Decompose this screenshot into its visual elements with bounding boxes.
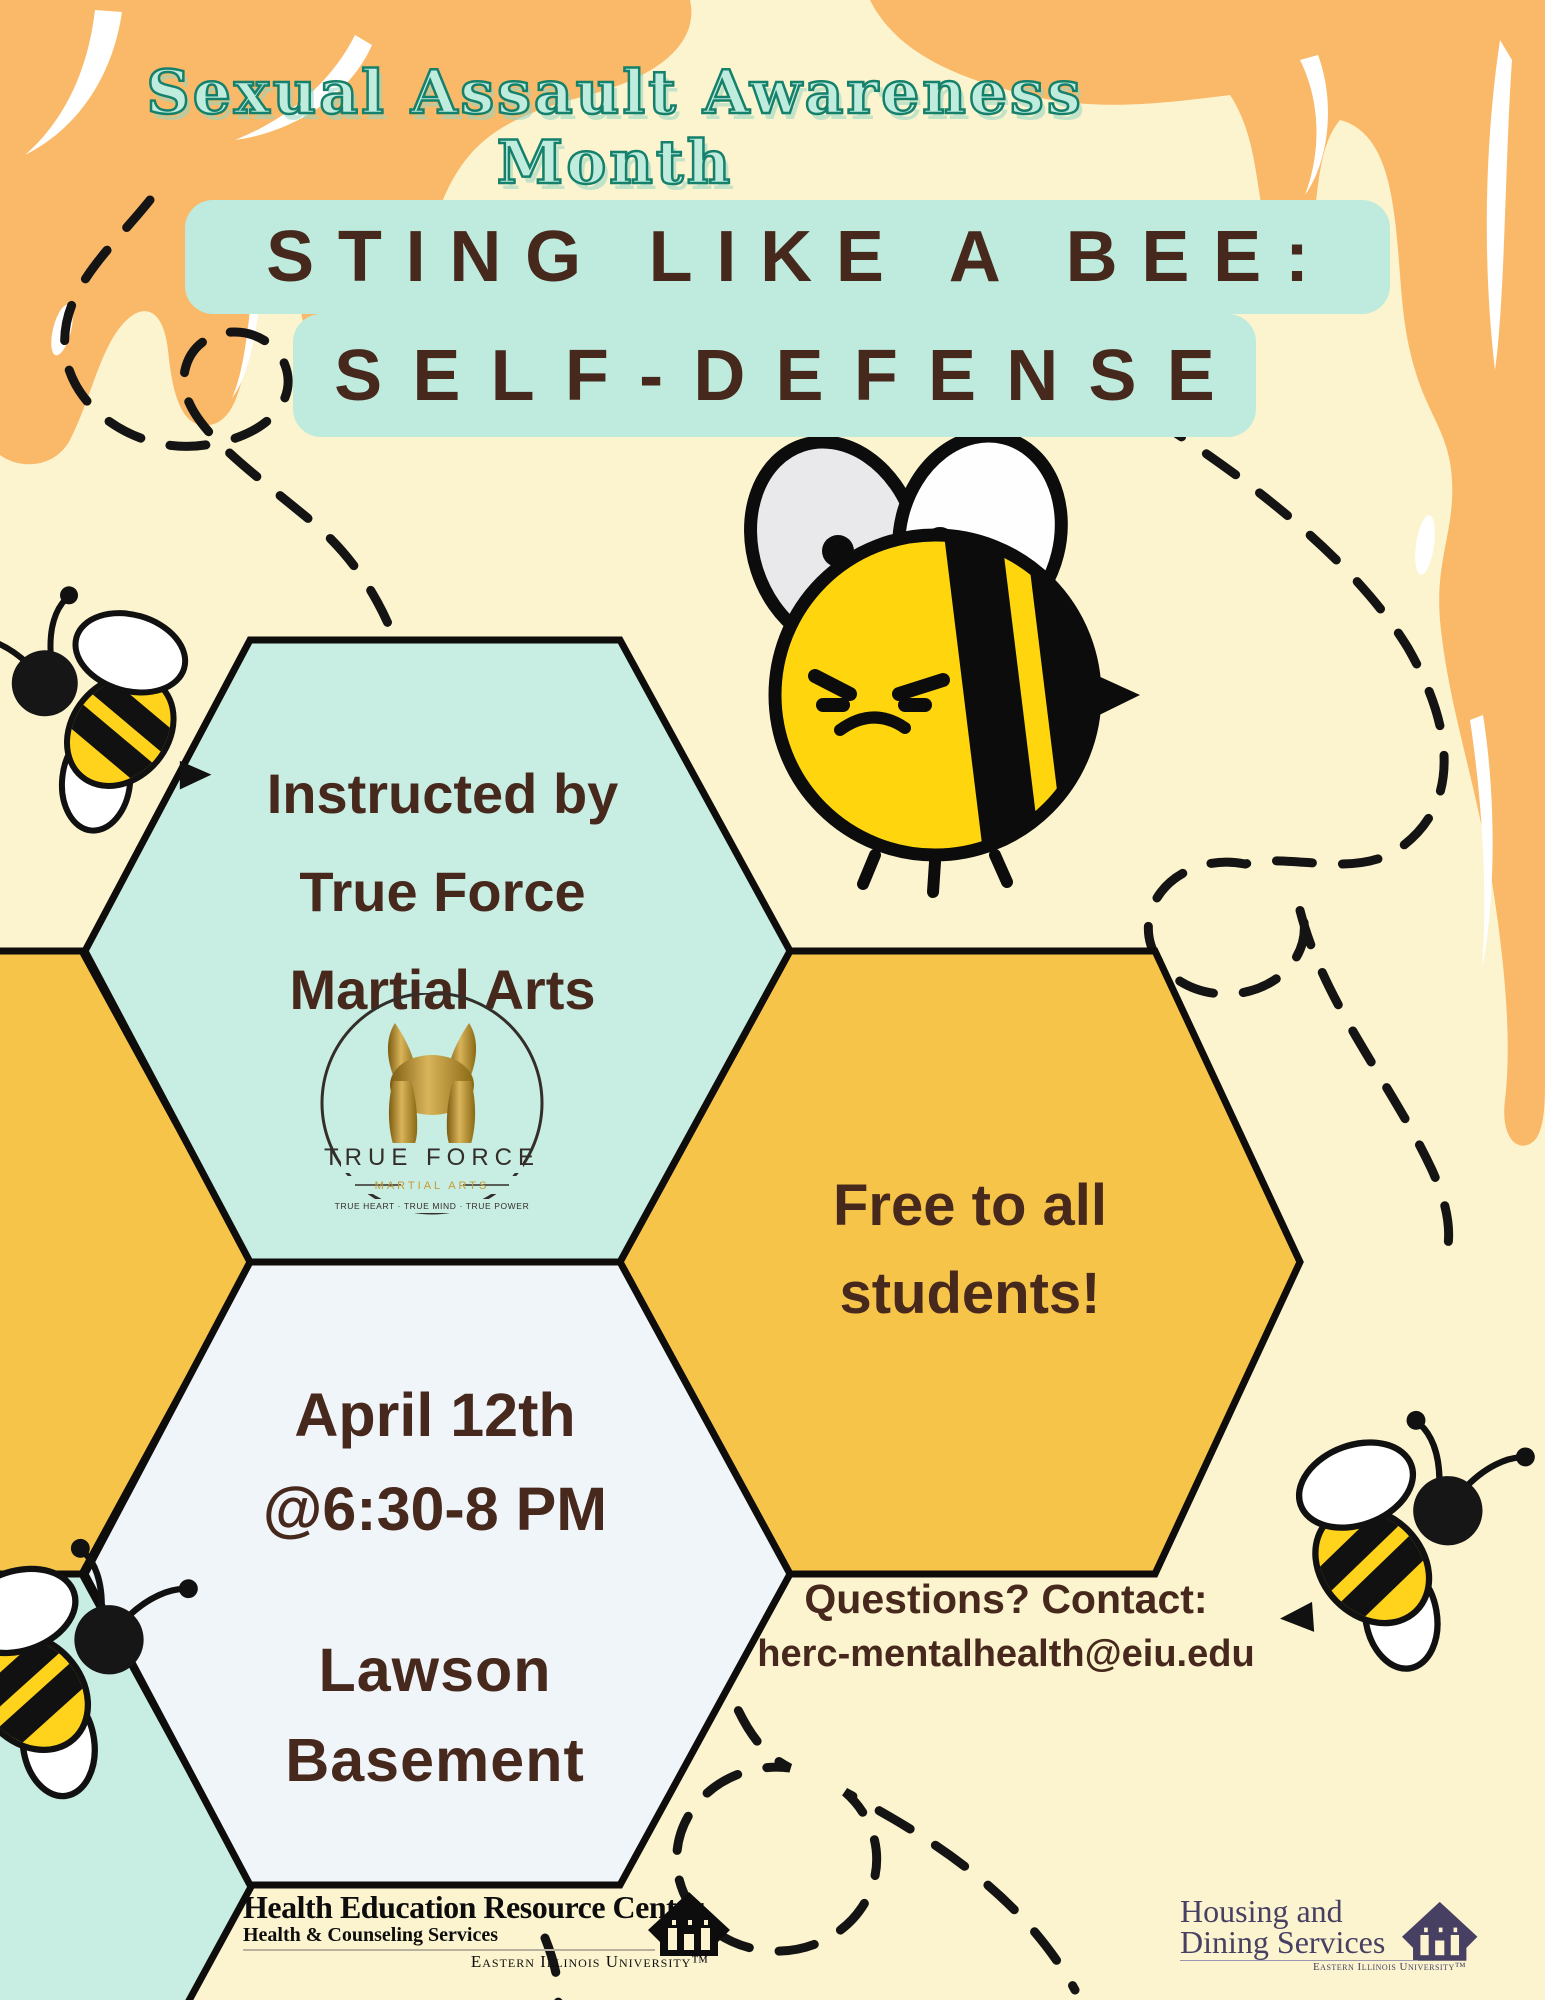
contact-heading: Questions? Contact: (804, 1576, 1208, 1622)
contact-email: herc-mentalhealth@eiu.edu (757, 1633, 1255, 1675)
herc-logo (243, 1890, 743, 1972)
herc-subtitle: Health & Counseling Services (243, 1924, 498, 1946)
schedule-datetime (130, 1368, 740, 1556)
angry-bee-icon (725, 419, 1288, 906)
event-time: @6:30-8 PM (262, 1475, 608, 1543)
housing-line: Housing and (1180, 1893, 1343, 1929)
instructor-line: Instructed by (266, 762, 619, 825)
awareness-month-banner: Sexual Assault Awareness Month (146, 58, 1084, 198)
true-force-tagline: TRUE HEART · TRUE MIND · TRUE POWER (334, 1201, 530, 1211)
housing-university: Eastern Illinois University™ (1312, 1961, 1466, 1973)
helmet-icon (388, 1023, 476, 1156)
herc-university: Eastern Illinois University™ (470, 1952, 709, 1971)
true-force-logo (315, 993, 555, 1233)
herc-divider (243, 1949, 655, 1951)
true-force-subtitle: MARTIAL ARTS (374, 1180, 490, 1192)
event-location-line: Basement (285, 1726, 585, 1794)
schedule-location (130, 1625, 740, 1805)
free-line: Free to all (833, 1173, 1107, 1238)
free-line: students! (839, 1261, 1101, 1326)
bee-icon-right (1260, 1394, 1539, 1692)
contact-block (750, 1576, 1262, 1676)
instructor-line: True Force (299, 860, 586, 923)
title-line-1-text: STING LIKE A BEE: (266, 217, 1333, 297)
title-line-1 (185, 200, 1390, 314)
housing-dining-logo (1180, 1893, 1492, 1973)
instructor-line: Martial Arts (289, 958, 596, 1021)
event-date: April 12th (294, 1381, 576, 1449)
true-force-name: TRUE FORCE (324, 1144, 540, 1171)
title-line-2-text: SELF-DEFENSE (334, 335, 1246, 416)
free-students-text (715, 1162, 1225, 1338)
herc-title: Health Education Resource Center (243, 1889, 704, 1925)
event-location-line: Lawson (318, 1636, 552, 1704)
title-line-2 (293, 314, 1256, 437)
housing-line: Dining Services (1180, 1924, 1386, 1960)
